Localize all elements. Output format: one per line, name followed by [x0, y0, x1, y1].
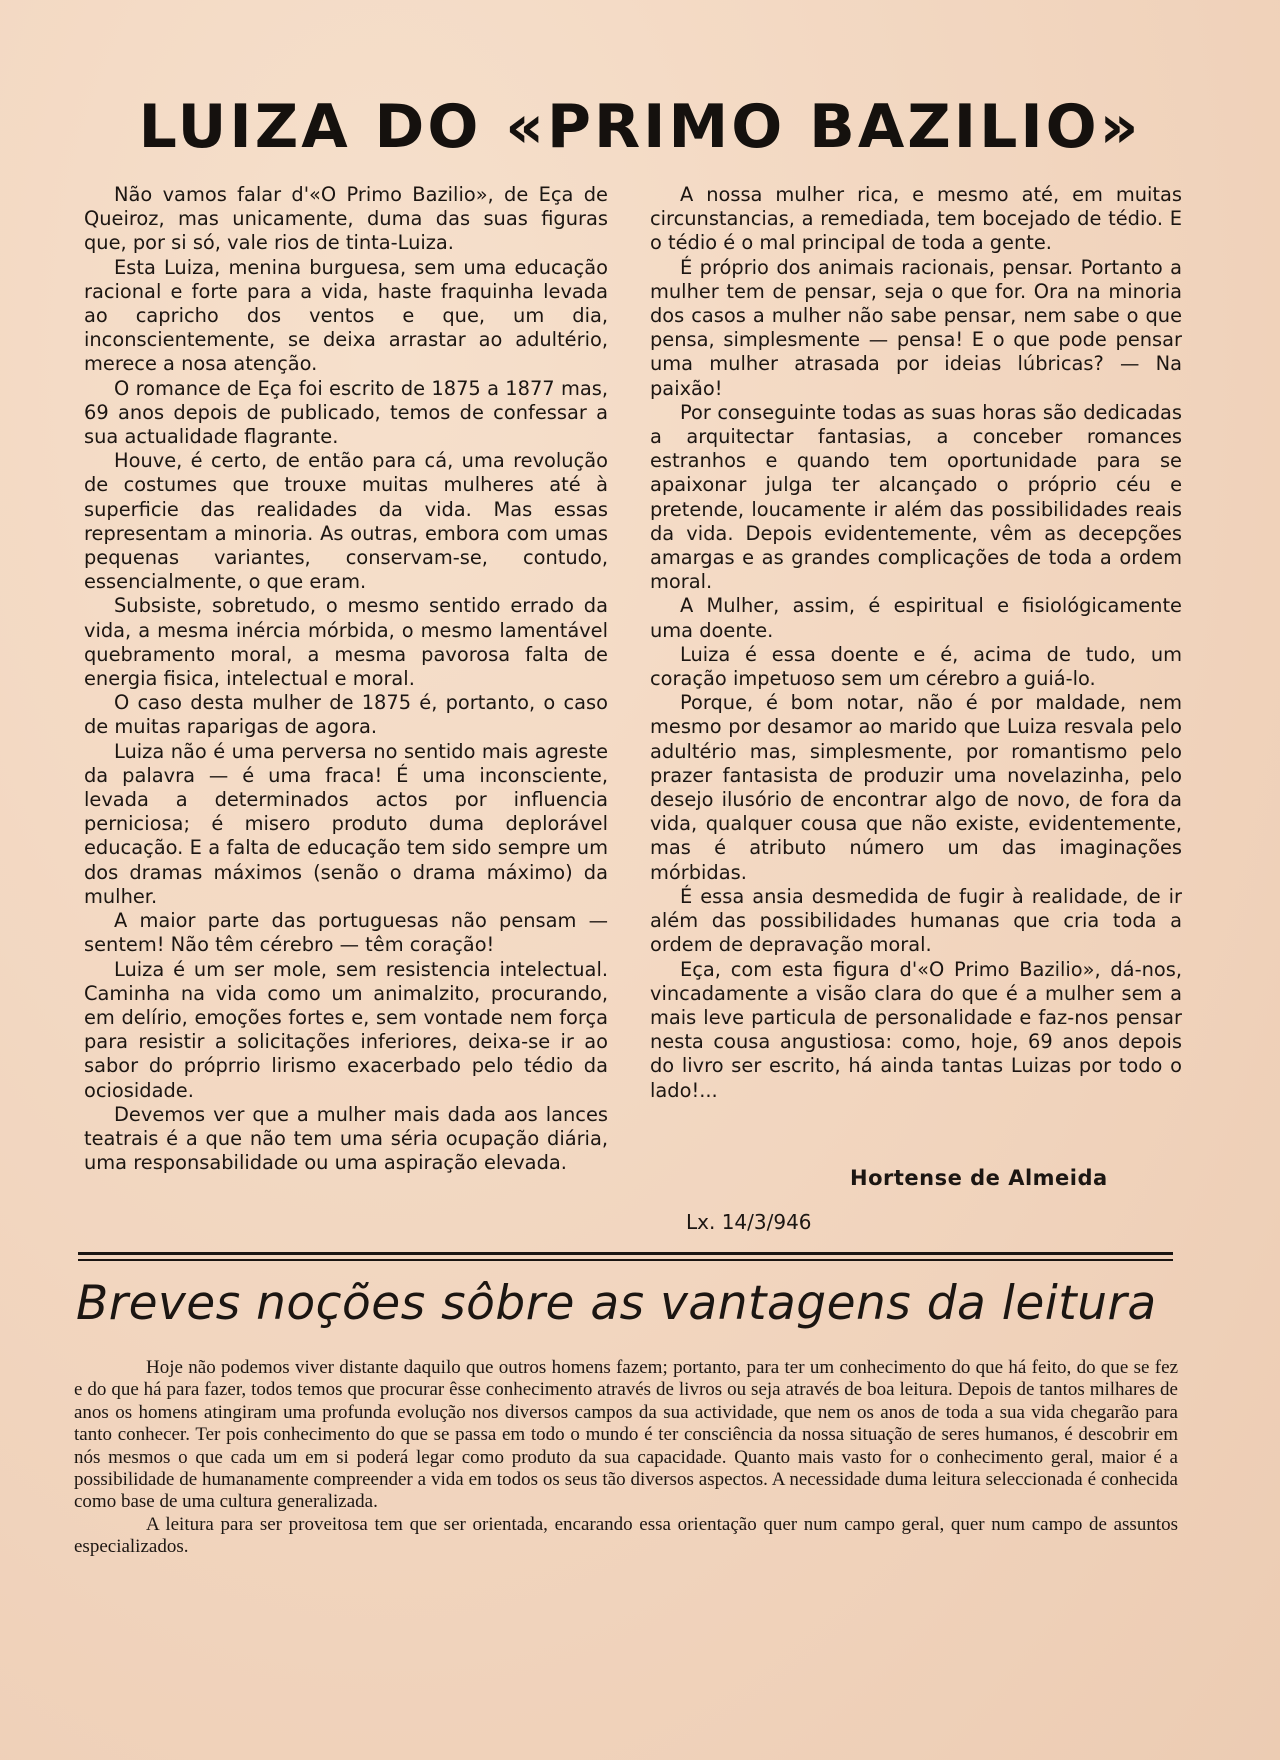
paragraph: A nossa mulher rica, e mesmo até, em muitas circunstancias, a remediada, tem bocejado de tédio. E o tédio é o mal principal de toda a gente.: [650, 183, 1182, 255]
paragraph: Eça, com esta figura d'«O Primo Bazilio», dá-nos, vincadamente a visão clara do que é a mulher sem a mais leve particula de personalidade e faz-nos pensar nesta cousa angustiosa: como, hoje, 69 anos depois do livro ser escrito, há ainda tantas Luizas por todo o lado!...: [650, 957, 1182, 1102]
paragraph: Luiza é um ser mole, sem resistencia intelectual. Caminha na vida como um animalzito, procurando, em delírio, emoções fortes e, sem vontade nem força para resistir a solicitações inferiores, deixa-se ir ao sabor do próprrio lirismo exacerbado pelo tédio da ociosidade.: [84, 957, 608, 1102]
paragraph: Luiza é essa doente e é, acima de tudo, um coração impetuoso sem um cérebro a guiá-lo.: [650, 642, 1182, 691]
paragraph: O romance de Eça foi escrito de 1875 a 1877 mas, 69 anos depois de publicado, temos de confessar a sua actualidade flagrante.: [84, 376, 608, 449]
paragraph: Porque, é bom notar, não é por maldade, nem mesmo por desamor ao marido que Luiza resvala pelo adultério mas, simplesmente, por romantismo pelo prazer fantasista de produzir uma novelazinha, pelo desejo ilusório de encontrar algo de novo, de fora da vida, qualquer cousa que não existe, evidentemente, mas é atributo número um das imaginações mórbidas.: [650, 691, 1182, 884]
paragraph: A leitura para ser proveitosa tem que ser orientada, encarando essa orientação quer num campo geral, quer num campo de assuntos especializados.: [74, 1513, 1178, 1558]
paragraph: Luiza não é uma perversa no sentido mais agreste da palavra — é uma fraca! É uma inconsciente, levada a determinados actos por influencia perniciosa; é misero produto duma deplorável educação. E a falta de educação tem sido sempre um dos dramas máximos (senão o drama máximo) da mulher.: [84, 739, 608, 908]
article-left-column: [84, 183, 608, 1175]
section-divider: [78, 1252, 1173, 1255]
paragraph: Não vamos falar d'«O Primo Bazilio», de Eça de Queiroz, mas unicamente, duma das suas figuras que, por si só, vale rios de tinta-Luiza.: [84, 183, 608, 255]
paragraph: É próprio dos animais racionais, pensar. Portanto a mulher tem de pensar, seja o que for. Ora na minoria dos casos a mulher não sabe pensar, nem sabe o que pensa, simplesmente — pensa! E o que pode pensar uma mulher atrasada por ideias lúbricas? — Na paixão!: [650, 255, 1182, 400]
paragraph: Subsiste, sobretudo, o mesmo sentido errado da vida, a mesma inércia mórbida, o mesmo lamentável quebramento moral, a mesma pavorosa falta de energia fisica, intelectual e moral.: [84, 594, 608, 691]
paragraph: O caso desta mulher de 1875 é, portanto, o caso de muitas raparigas de agora.: [84, 691, 608, 739]
author-signature: Hortense de Almeida: [850, 1166, 1108, 1190]
paragraph: A maior parte das portuguesas não pensam — sentem! Não têm cérebro — têm coração!: [84, 909, 608, 957]
paragraph: A Mulher, assim, é espiritual e fisiológicamente uma doente.: [650, 594, 1182, 642]
paragraph: Houve, é certo, de então para cá, uma revolução de costumes que trouxe muitas mulheres até à superficie das realidades da vida. Mas essas representam a minoria. As outras, embora com umas pequenas variantes, conservam-se, contudo, essencialmente, o que eram.: [84, 449, 608, 594]
section-divider-thin: [78, 1259, 1173, 1261]
second-article-title: Breves noções sôbre as vantagens da leitura: [76, 1276, 1157, 1331]
paragraph: Devemos ver que a mulher mais dada aos lances teatrais é a que não tem uma séria ocupação diária, uma responsabilidade ou uma aspiração elevada.: [84, 1102, 608, 1175]
article-right-column: [650, 183, 1182, 1103]
paragraph: É essa ansia desmedida de fugir à realidade, de ir além das possibilidades humanas que cria toda a ordem de depravação moral.: [650, 884, 1182, 957]
second-article-body: [74, 1357, 1178, 1559]
article-date: Lx. 14/3/946: [686, 1210, 812, 1234]
paragraph: Esta Luiza, menina burguesa, sem uma educação racional e forte para a vida, haste fraquinha levada ao capricho dos ventos e que, um dia, inconscientemente, se deixa arrastar ao adultério, merece a nosa atenção.: [84, 255, 608, 376]
article-title: LUIZA DO «PRIMO BAZILIO»: [138, 92, 1142, 162]
paragraph: Por conseguinte todas as suas horas são dedicadas a arquitectar fantasias, a conceber romances estranhos e quando tem oportunidade para se apaixonar julga ter alcançado o próprio céu e pretende, loucamente ir além das possibilidades reais da vida. Depois evidentemente, vêm as decepções amargas e as grandes complicações de toda a ordem moral.: [650, 400, 1182, 594]
paragraph: Hoje não podemos viver distante daquilo que outros homens fazem; portanto, para ter um conhecimento do que há feito, do que se fez e do que há para fazer, todos temos que procurar êsse conhecimento através de livros ou seja através de boa leitura. Depois de tantos milhares de anos os homens atingiram uma profunda evolução nos diversos campos da sua actividade, que nem os anos de toda a sua vida chegarão para tanto conhecer. Ter pois conhecimento do que se passa em todo o mundo é ter consciência da nossa situação de seres humanos, é descobrir em nós mesmos o que cada um em si poderá legar como produto da sua capacidade. Quanto mais vasto for o conhecimento geral, maior é a possibilidade de humanamente compreender a vida em todos os seus tão diversos aspectos. A necessidade duma leitura seleccionada é conhecida como base de uma cultura generalizada.: [74, 1357, 1178, 1513]
